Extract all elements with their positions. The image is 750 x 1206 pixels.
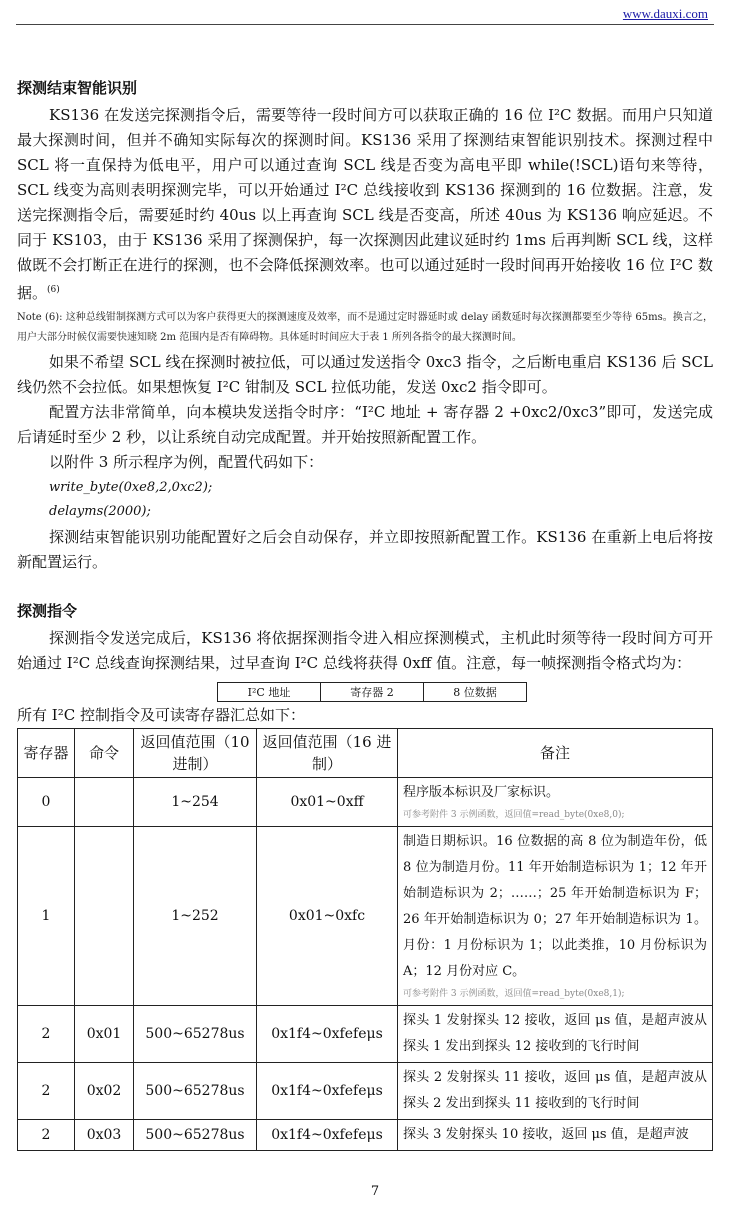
section-title-detection-end: 探测结束智能识别 bbox=[17, 79, 138, 97]
cell-register: 2 bbox=[18, 1120, 75, 1151]
note-6: Note (6): 这种总线钳制探测方式可以为客户获得更大的探测速度及效率，而不是通过定时器延时或 delay 函数延时每次探测都要至少等待 65ms。换言之，用户大部分时候仅需要快速知晓 2m 范围内是否有障碍物。具体延时时间应大于表 1 所列各指令的最大探测时间。 bbox=[17, 312, 713, 343]
cell-register: 2 bbox=[18, 1006, 75, 1063]
frame-format-table bbox=[217, 682, 527, 702]
frame-cell-address: I²C 地址 bbox=[218, 683, 321, 702]
cell-command bbox=[75, 778, 134, 827]
paragraph-config-method: 配置方法非常简单，向本模块发送指令时序：“I²C 地址 + 寄存器 2 +0xc2/0xc3”即可，发送完成后请延时至少 2 秒，以让系统自动完成配置。并开始按照新配置工作。 bbox=[17, 403, 713, 446]
cell-hex-range: 0x1f4~0xfefeμs bbox=[257, 1006, 398, 1063]
paragraph-example-intro: 以附件 3 所示程序为例，配置代码如下： bbox=[49, 453, 324, 471]
col-header-command: 命令 bbox=[75, 729, 134, 778]
header-rule bbox=[16, 24, 714, 25]
cell-note: 探头 1 发射探头 12 接收，返回 μs 值，是超声波从探头 1 发出到探头 12 接收到的飞行时间 bbox=[398, 1006, 713, 1063]
col-header-dec-range: 返回值范围（10 进制） bbox=[134, 729, 257, 778]
cell-hex-range: 0x1f4~0xfefeμs bbox=[257, 1063, 398, 1120]
table-header-row bbox=[18, 729, 713, 778]
page-content bbox=[17, 70, 713, 1151]
code-line-1: write_byte(0xe8,2,0xc2); bbox=[49, 480, 213, 495]
cell-dec-range: 500~65278us bbox=[134, 1063, 257, 1120]
cell-command: 0x03 bbox=[75, 1120, 134, 1151]
cell-dec-range: 500~65278us bbox=[134, 1120, 257, 1151]
cell-dec-range: 1~252 bbox=[134, 827, 257, 1006]
col-header-note: 备注 bbox=[398, 729, 713, 778]
table-row bbox=[18, 1006, 713, 1063]
paragraph-detection-command: 探测指令发送完成后，KS136 将依据探测指令进入相应探测模式，主机此时须等待一段时间方可开始通过 I²C 总线查询探测结果，过早查询 I²C 总线将获得 0xff 值。注意，每一帧探测指令格式均为： bbox=[17, 629, 713, 672]
table-row bbox=[18, 827, 713, 1006]
cell-note: 探头 2 发射探头 11 接收，返回 μs 值，是超声波从探头 2 发出到探头 11 接收到的飞行时间 bbox=[398, 1063, 713, 1120]
paragraph-auto-save: 探测结束智能识别功能配置好之后会自动保存，并立即按照新配置工作。KS136 在重新上电后将按新配置运行。 bbox=[17, 528, 713, 571]
register-summary-table bbox=[17, 728, 713, 1151]
col-header-register: 寄存器 bbox=[18, 729, 75, 778]
table-row bbox=[18, 778, 713, 827]
cell-command: 0x02 bbox=[75, 1063, 134, 1120]
cell-command bbox=[75, 827, 134, 1006]
cell-command: 0x01 bbox=[75, 1006, 134, 1063]
cell-note: 制造日期标识。16 位数据的高 8 位为制造年份，低 8 位为制造月份。11 年开始制造标识为 1；12 年开始制造标识为 2；……；25 年开始制造标识为 F；26 年开始制造标识为 0；27 年开始制造标识为 1。月份：1 月份标识为 1；以此类推，10 月份标识为 A；12 月份对应 C。 可参考附件 3 示例函数，返回值=read_byte(0xe8,1); bbox=[398, 827, 713, 1006]
cell-note: 程序版本标识及厂家标识。 可参考附件 3 示例函数，返回值=read_byte(0xe8,0); bbox=[398, 778, 713, 827]
note-ref: (6) bbox=[47, 285, 60, 295]
code-line-2: delayms(2000); bbox=[49, 504, 151, 519]
cell-note-ref: 可参考附件 3 示例函数，返回值=read_byte(0xe8,1); bbox=[403, 989, 625, 999]
cell-register: 2 bbox=[18, 1063, 75, 1120]
frame-cell-register: 寄存器 2 bbox=[321, 683, 424, 702]
paragraph-detection-end-intro: KS136 在发送完探测指令后，需要等待一段时间方可以获取正确的 16 位 I²C 数据。而用户只知道最大探测时间，但并不确知实际每次的探测时间。KS136 采用了探测结束智能识别技术。探测过程中 SCL 将一直保持为低电平，用户可以通过查询 SCL 线是否变为高电平即 while(!SCL)语句来等待，SCL 线变为高则表明探测完毕，可以开始通过 I²C 总线接收到 KS136 探测到的 16 位数据。注意，发送完探测指令后，需要延时约 40us 以上再查询 SCL 线是否变高，所述 40us 为 KS136 响应延迟。不同于 KS103，由于 KS136 采用了探测保护，每一次探测因此建议延时约 1ms 后再判断 SCL 线，这样做既不会打断正在进行的探测，也不会降低探测效率。也可以通过延时一段时间再开始接收 16 位 I²C 数据。$^{(6)}$ bbox=[17, 106, 713, 302]
frame-cell-data: 8 位数据 bbox=[424, 683, 527, 702]
cell-hex-range: 0x1f4~0xfefeμs bbox=[257, 1120, 398, 1151]
table-row bbox=[18, 1063, 713, 1120]
cell-register: 1 bbox=[18, 827, 75, 1006]
paragraph-scl-disable: 如果不希望 SCL 线在探测时被拉低，可以通过发送指令 0xc3 指令，之后断电重启 KS136 后 SCL 线仍然不会拉低。如果想恢复 I²C 钳制及 SCL 拉低功能，发送 0xc2 指令即可。 bbox=[17, 353, 713, 396]
summary-label: 所有 I²C 控制指令及可读寄存器汇总如下： bbox=[17, 706, 305, 724]
col-header-hex-range: 返回值范围（16 进制） bbox=[257, 729, 398, 778]
cell-note-ref: 可参考附件 3 示例函数，返回值=read_byte(0xe8,0); bbox=[403, 810, 625, 820]
cell-hex-range: 0x01~0xff bbox=[257, 778, 398, 827]
cell-dec-range: 500~65278us bbox=[134, 1006, 257, 1063]
header-link[interactable]: www.dauxi.com bbox=[622, 6, 708, 21]
cell-register: 0 bbox=[18, 778, 75, 827]
section-title-detection-command: 探测指令 bbox=[17, 602, 78, 620]
table-row bbox=[18, 1120, 713, 1151]
page-number: 7 bbox=[370, 1184, 380, 1199]
cell-note: 探头 3 发射探头 10 接收，返回 μs 值，是超声波 bbox=[398, 1120, 713, 1151]
cell-dec-range: 1~254 bbox=[134, 778, 257, 827]
cell-hex-range: 0x01~0xfc bbox=[257, 827, 398, 1006]
